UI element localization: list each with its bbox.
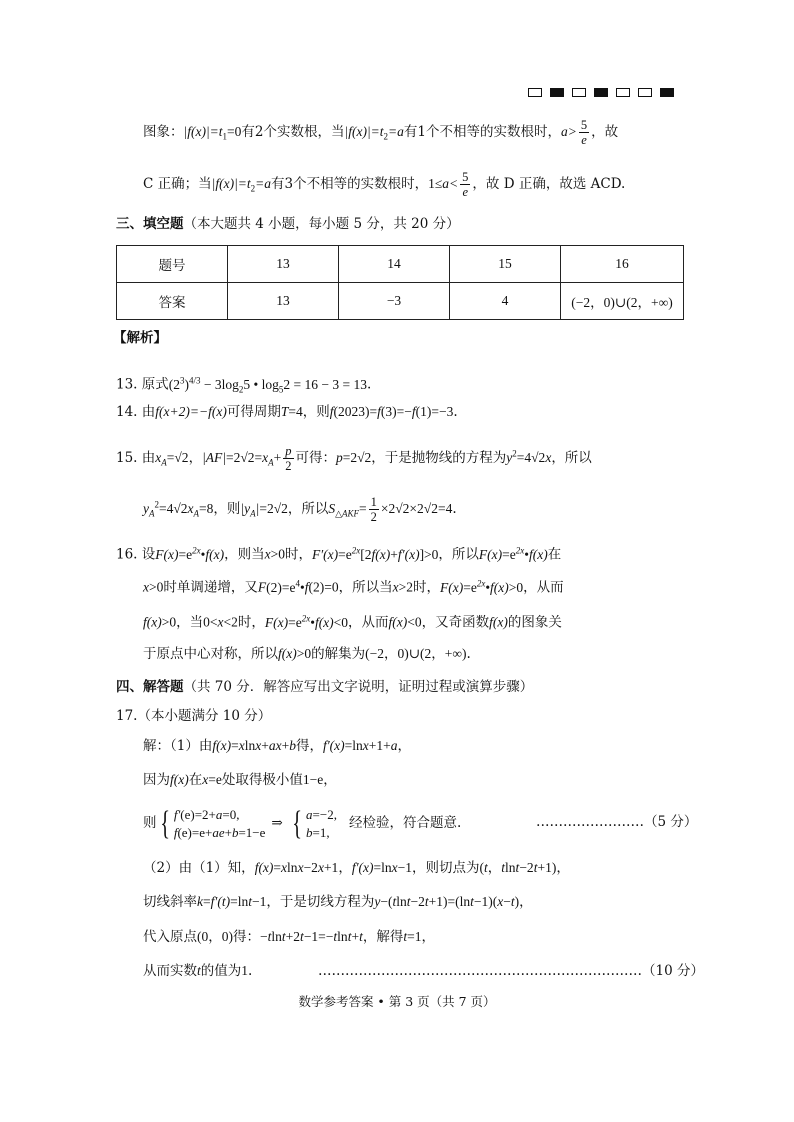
text: ，又奇函数 <box>421 614 490 631</box>
q17-line-3: 则 { f′(e)=2+a=0, f(e)=e+ae+b=1−e ⇒ { a=−2, b=1, 经检验，符合题意. <box>143 804 462 842</box>
text: ， <box>338 860 352 876</box>
q17-score-5 <box>536 813 697 831</box>
q16-line-1: 16. 设$F(x)=e^{2x}•f(x)$，则当x>0时，$F'(x)=e^{2x}[2f(x)+f'(x)]>0$，所以$F(x)=e^{2x}•f(x)$在 <box>116 545 562 563</box>
text: 时单调递增，又 <box>163 579 258 596</box>
q17-title: 17.（本小题满分 10 分） <box>116 708 272 724</box>
q17-line-4: （2）由（1）知，f(x)=xlnx−2x+1，f′(x)=lnx−1，则切点为(t，tlnt−2t+1)， <box>143 860 570 876</box>
q17-line-6: 代入原点(0，0)得：−tlnt+2t−1=−tlnt+t，解得t=1， <box>143 929 435 945</box>
score-label: （10 分） <box>642 963 704 979</box>
text: 可得周期 <box>226 404 281 420</box>
question-number: 13. <box>116 376 138 393</box>
table-cell: 4 <box>450 283 561 320</box>
table-cell: 题号 <box>117 246 228 283</box>
text: 经检验，符合题意. <box>348 815 462 831</box>
table-cell: 13 <box>228 283 339 320</box>
table-cell: 14 <box>339 246 450 283</box>
text: 处取得极小值 <box>221 772 303 788</box>
section-note: （共 70 分．解答应写出文字说明，证明过程或演算步骤） <box>183 679 534 695</box>
answer-table <box>116 245 684 320</box>
q17-line-2: 因为f(x)在x=e处取得极小值1−e， <box>143 772 337 788</box>
text: 由 <box>141 450 156 466</box>
text: ，则 <box>213 501 241 517</box>
text: 从而实数 <box>143 963 197 979</box>
text: ，从而 <box>348 614 389 631</box>
q16-line-4: 于原点中心对称，所以f(x)>0的解集为(−2，0)∪(2，+∞). <box>143 646 471 662</box>
text: （2）由（1）知， <box>143 860 255 876</box>
q14-line: 14. 由f(x+2)=−f(x)可得周期T=4，则f(2023)=f(3)=−f(1)=−3. <box>116 404 458 420</box>
section-title: 三、填空题 <box>116 216 184 232</box>
text: 的图象关 <box>507 614 562 631</box>
text: 于原点中心对称，所以 <box>143 646 278 662</box>
question-number: 16. <box>116 546 138 563</box>
corner-mark-empty <box>528 88 542 97</box>
text: ，所以 <box>287 501 329 517</box>
text: ，所以当 <box>338 579 393 596</box>
q15-line-1: 15. 由$x_A=√2$，$|AF|=2√2=x_A+$ $\frac{p}{2}$ 可得：p=2√2，于是抛物线的方程为$y^2=4√2x$，所以 <box>116 444 592 473</box>
text: 则 <box>143 815 157 831</box>
text: 时， <box>412 579 440 596</box>
table-row <box>117 283 684 320</box>
text: ，解得 <box>362 929 404 945</box>
q17-score-10 <box>318 962 704 980</box>
text: ，则切点为 <box>412 860 480 876</box>
q17-line-1: 解：（1）由f(x)=xlnx+ax+b得，f′(x)=lnx+1+a， <box>143 738 412 754</box>
text: 设 <box>141 546 156 563</box>
q15-line-2: $y_A^2=4√2x_A=8$，则$|y_A|=2√2$，所以$S_{\triangle AKF}=$ $\frac{1}{2}$ ×2√2×2√2=4. <box>143 495 457 524</box>
text: . <box>453 404 458 420</box>
text: ，当 <box>176 614 204 631</box>
text: . <box>466 646 471 662</box>
text: 解：（1）由 <box>143 738 213 754</box>
table-cell: 16 <box>561 246 684 283</box>
section3-heading <box>116 215 460 233</box>
section4-heading <box>116 678 533 696</box>
text: 在 <box>188 772 203 788</box>
dot-leader: …………………… <box>536 814 644 830</box>
text: ，于是切线方程为 <box>266 894 375 910</box>
q16-line-3: f(x)>0，当0<x<2时，$F(x)=e^{2x}•f(x)<0$，从而f(x)<0，又奇函数f(x)的图象关 <box>143 613 562 631</box>
q16-line-2: x>0时单调递增，又$F(2)=e^4•f(2)=0$，所以当x>2时，$F(x)=e^{2x}•f(x)>0$，从而 <box>143 578 564 596</box>
text: . <box>452 501 457 517</box>
text: ，从而 <box>523 579 564 596</box>
score-label: （5 分） <box>644 814 698 830</box>
text: 时， <box>237 614 265 631</box>
text: . <box>367 376 372 393</box>
text: 切线斜率 <box>143 894 197 910</box>
section-note: （本大题共 4 小题，每小题 5 分，共 20 分） <box>183 216 460 232</box>
text: 因为 <box>143 772 170 788</box>
corner-mark-empty <box>638 88 652 97</box>
text: ， <box>188 450 203 466</box>
text: ，则 <box>302 404 330 420</box>
question-number: 15. <box>116 450 138 466</box>
text: 在 <box>547 546 562 563</box>
text: 得， <box>295 738 323 754</box>
text: ，所以 <box>551 450 592 466</box>
text: ，于是抛物线的方程为 <box>371 450 507 466</box>
section-title: 四、解答题 <box>116 679 184 695</box>
text: 有1个不相等的实数根时， <box>403 124 561 140</box>
page-corner-marks <box>528 88 674 97</box>
corner-mark-empty <box>616 88 630 97</box>
text: 有3个不相等的实数根时， <box>271 176 429 192</box>
text: C 正确；当 <box>143 176 212 192</box>
question-number: 14. <box>116 404 138 420</box>
intro-line-2: C 正确；当$|f(x)|=t_2=a$有3个不相等的实数根时，1≤a< $\frac{5}{e}$ ，故 D 正确，故选 ACD. <box>143 170 626 199</box>
intro-line-1: 图象：$|f(x)|=t_1=0$有2个实数根，当$|f(x)|=t_2=a$有1个不相等的实数根时，a> $\frac{5}{e}$ ，故 <box>143 118 619 147</box>
text: 的解集为 <box>311 646 366 662</box>
text: 时， <box>284 546 312 563</box>
text: 代入原点 <box>143 929 197 945</box>
corner-mark-filled <box>550 88 564 97</box>
q13-line: 13. 原式$(2^3)^{4/3} - 3\log_25$ • $\log_52 = 16 - 3 = 13$. <box>116 375 372 395</box>
text: ，则当 <box>224 546 265 563</box>
text: 有2个实数根，当 <box>241 124 345 140</box>
table-cell: 13 <box>228 246 339 283</box>
corner-mark-empty <box>572 88 586 97</box>
text: 由 <box>141 404 156 420</box>
text: ，所以 <box>438 546 479 563</box>
corner-mark-filled <box>594 88 608 97</box>
corner-mark-filled <box>660 88 674 97</box>
table-cell: 答案 <box>117 283 228 320</box>
text: 原式 <box>141 376 169 393</box>
q17-line-7: 从而实数t的值为1. <box>143 963 253 979</box>
text: ，故 <box>591 124 619 140</box>
table-cell: 15 <box>450 246 561 283</box>
analysis-heading: 【解析】 <box>113 330 167 346</box>
text: 得： <box>233 929 260 945</box>
text: ，故 D 正确，故选 ACD. <box>472 176 626 192</box>
text: 的值为 <box>200 963 242 979</box>
dot-leader: ……………………………………………………………… <box>318 963 642 979</box>
text: 可得： <box>295 450 336 466</box>
table-cell: (−2，0)∪(2，+∞) <box>561 283 684 320</box>
page-footer: 数学参考答案 • 第 3 页（共 7 页） <box>298 994 496 1009</box>
table-cell: −3 <box>339 283 450 320</box>
table-row <box>117 246 684 283</box>
q17-line-5: 切线斜率k=f′(t)=lnt−1，于是切线方程为y−(tlnt−2t+1)=(lnt−1)(x−t)， <box>143 894 533 910</box>
text: 图象： <box>143 124 184 140</box>
